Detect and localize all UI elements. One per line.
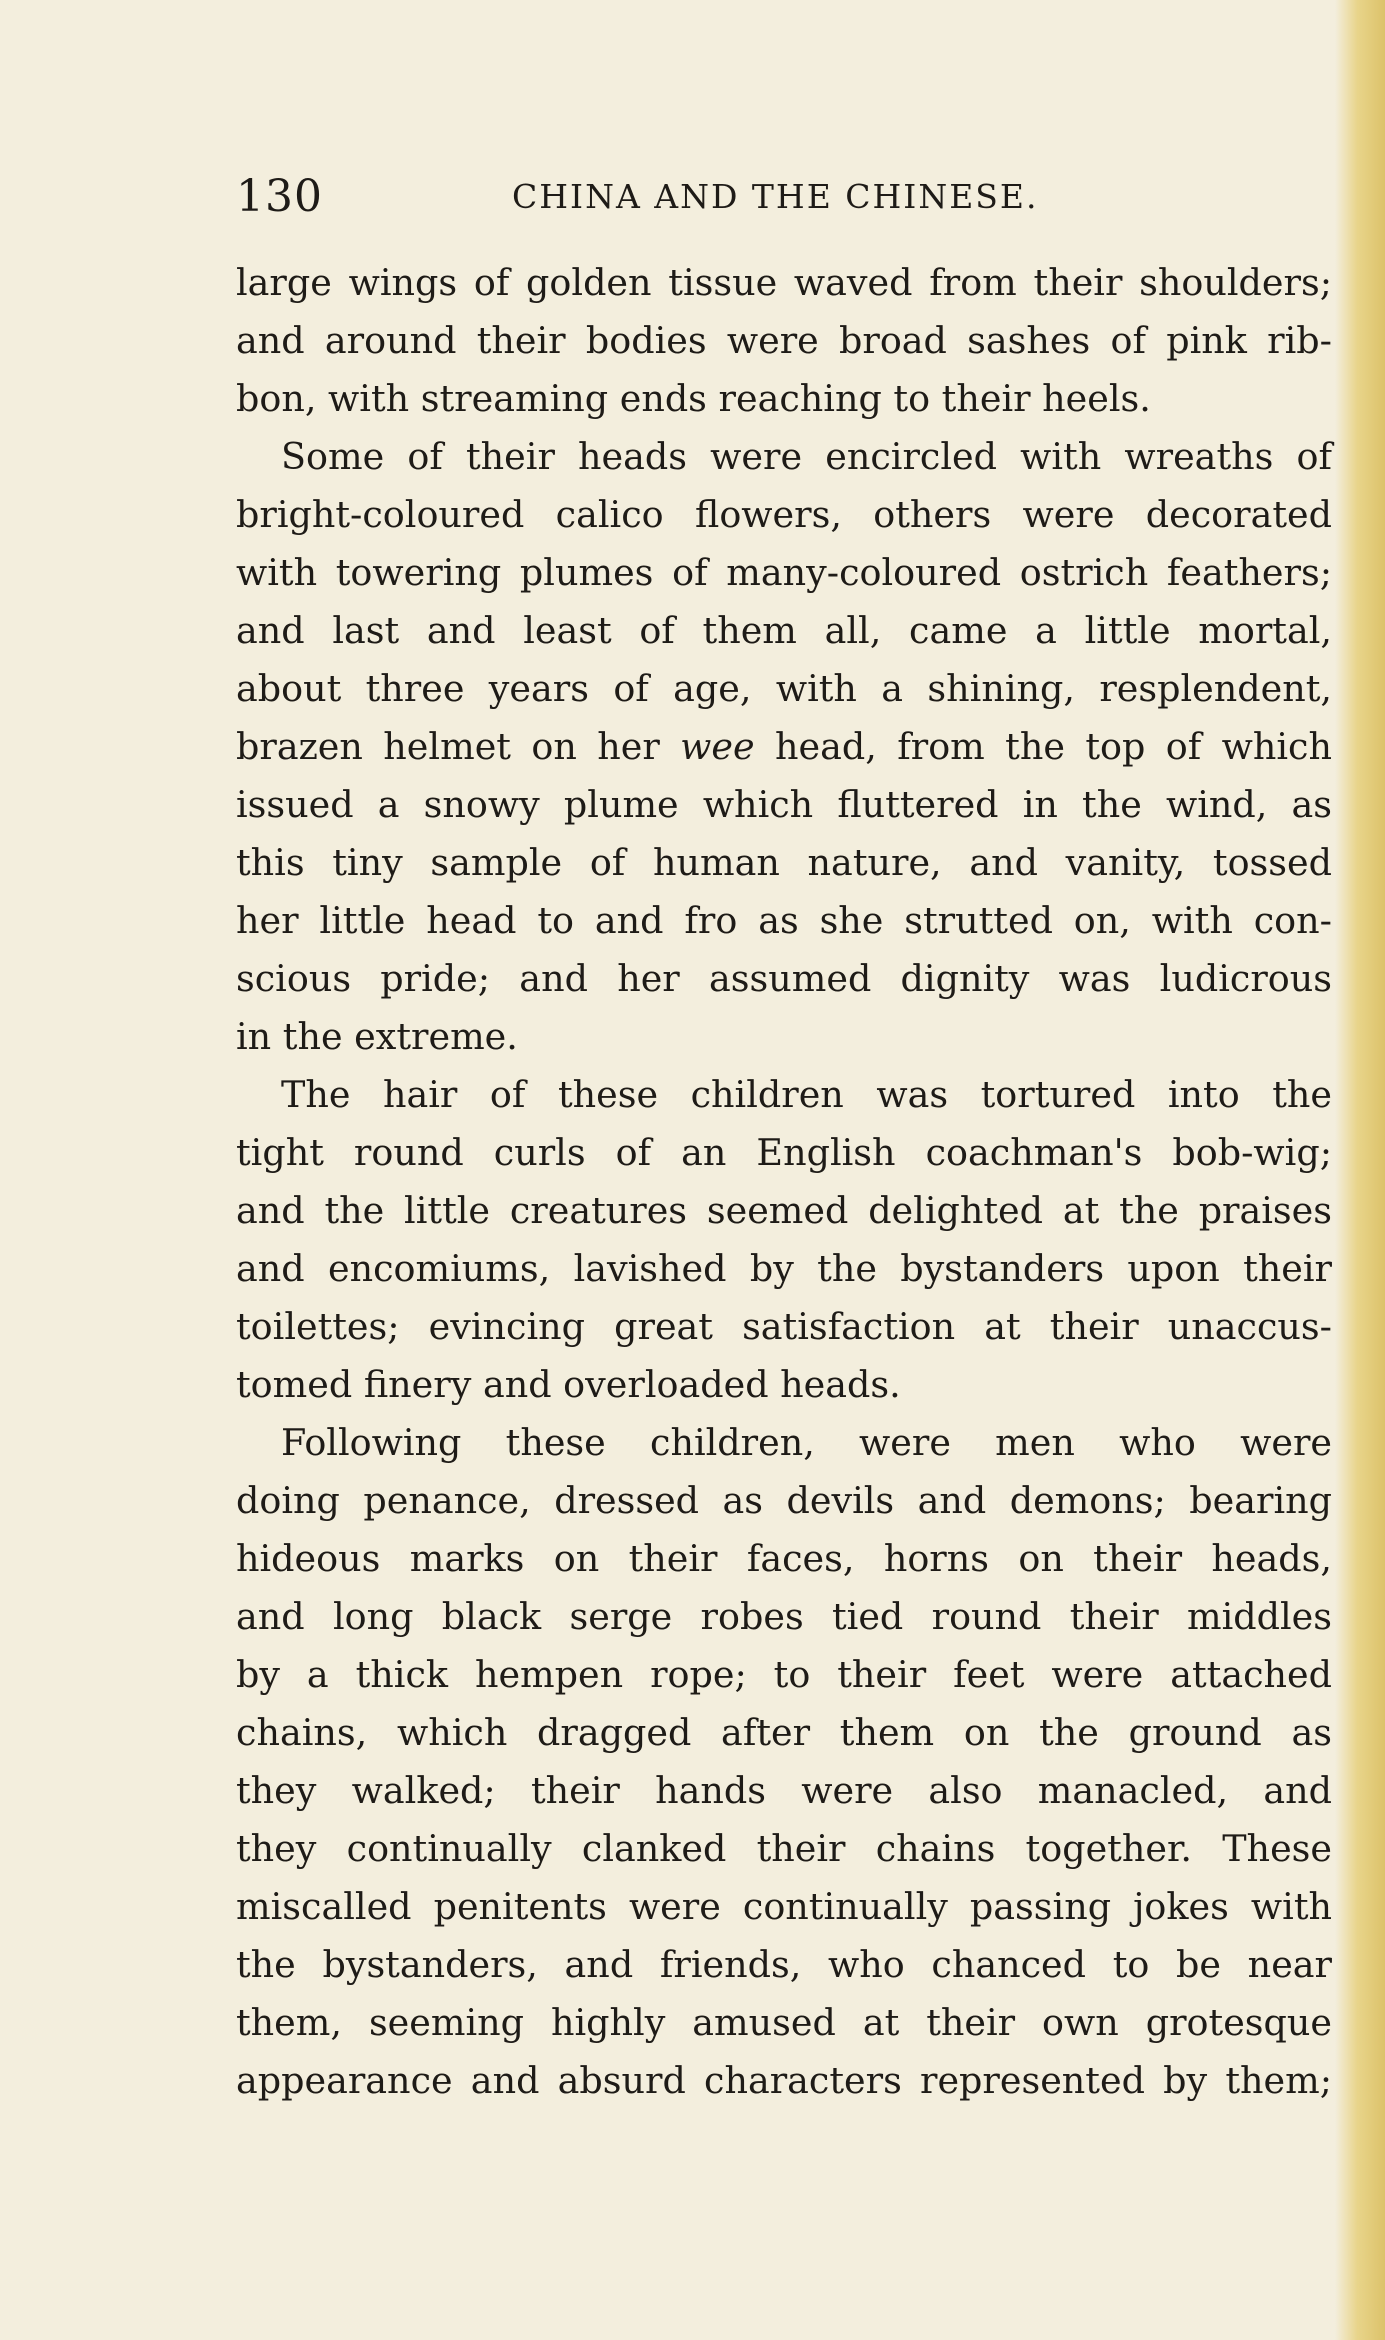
text-line: tomed finery and overloaded heads. — [236, 1363, 901, 1406]
text-line: and encomiums, lavished by the bystanders upon their — [236, 1247, 1332, 1290]
text-line: and last and least of them all, came a little mortal, — [236, 609, 1332, 652]
text-line: with towering plumes of many-coloured ostrich feathers; — [236, 551, 1332, 594]
body-text — [236, 254, 1332, 2110]
page-number: 130 — [236, 171, 323, 222]
text-line: large wings of golden tissue waved from their shoulders; — [236, 261, 1332, 304]
text-line: her little head to and fro as she strutted on, with con- — [236, 899, 1332, 942]
text-line: and the little creatures seemed delighted at the praises — [236, 1189, 1332, 1232]
text-line: Following these children, were men who were — [281, 1421, 1332, 1464]
text-line: toilettes; evincing great satisfaction at their unaccus- — [236, 1305, 1332, 1348]
text-line — [236, 718, 1332, 776]
text-line: they continually clanked their chains together. These — [236, 1827, 1332, 1870]
text-line: appearance and absurd characters represented by them; — [236, 2059, 1332, 2102]
text-line: they walked; their hands were also manacled, and — [236, 1769, 1332, 1812]
text-line: bright-coloured calico flowers, others were decorated — [236, 493, 1332, 536]
text-line: and around their bodies were broad sashes of pink rib- — [236, 319, 1332, 362]
text-run: head, from the top of which — [775, 725, 1332, 768]
italic-word: wee — [680, 725, 755, 768]
page-header — [236, 167, 1300, 227]
text-line: them, seeming highly amused at their own grotesque — [236, 2001, 1332, 2044]
running-head: CHINA AND THE CHINESE. — [512, 177, 1039, 216]
text-line: by a thick hempen rope; to their feet were attached — [236, 1653, 1332, 1696]
text-line: this tiny sample of human nature, and vanity, tossed — [236, 841, 1332, 884]
text-line: the bystanders, and friends, who chanced to be near — [236, 1943, 1332, 1986]
text-run: brazen helmet on her — [236, 725, 681, 768]
text-line: tight round curls of an English coachman's bob-wig; — [236, 1131, 1332, 1174]
text-line: about three years of age, with a shining, resplendent, — [236, 667, 1332, 710]
text-line: and long black serge robes tied round their middles — [236, 1595, 1332, 1638]
text-line: issued a snowy plume which fluttered in the wind, as — [236, 783, 1332, 826]
text-line: Some of their heads were encircled with wreaths of — [281, 435, 1332, 478]
text-line: The hair of these children was tortured into the — [281, 1073, 1332, 1116]
page-edge — [1335, 0, 1385, 2340]
text-line: scious pride; and her assumed dignity was ludicrous — [236, 957, 1332, 1000]
text-line: in the extreme. — [236, 1015, 518, 1058]
text-line: miscalled penitents were continually passing jokes with — [236, 1885, 1332, 1928]
text-line: chains, which dragged after them on the ground as — [236, 1711, 1332, 1754]
text-line: doing penance, dressed as devils and demons; bearing — [236, 1479, 1332, 1522]
text-line: hideous marks on their faces, horns on their heads, — [236, 1537, 1332, 1580]
text-line: bon, with streaming ends reaching to their heels. — [236, 377, 1151, 420]
